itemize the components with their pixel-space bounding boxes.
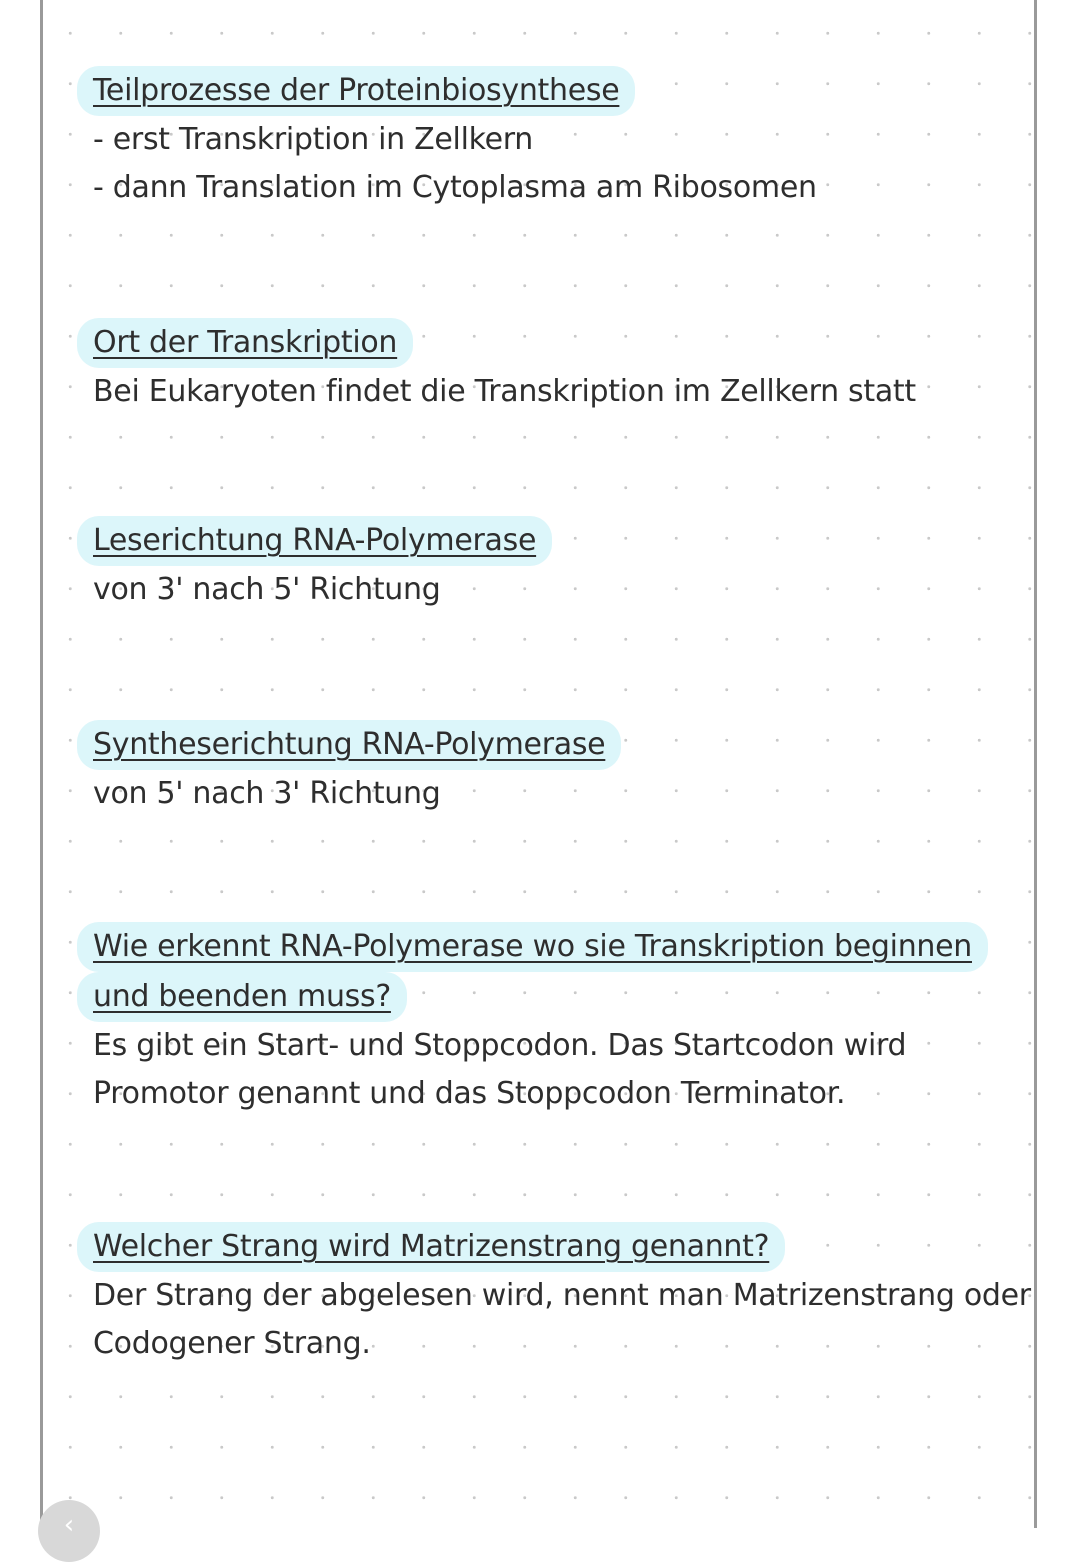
note-line: Es gibt ein Start- und Stoppcodon. Das Startcodon wird <box>93 1028 907 1063</box>
section-heading: Syntheserichtung RNA-Polymerase <box>77 720 621 770</box>
note-line: Bei Eukaryoten findet die Transkription im Zellkern statt <box>93 374 916 409</box>
note-line: von 3' nach 5' Richtung <box>93 572 441 607</box>
section-heading: Teilprozesse der Proteinbiosynthese <box>77 66 635 116</box>
note-line: Codogener Strang. <box>93 1326 371 1361</box>
section-heading-line: und beenden muss? <box>77 972 407 1022</box>
notebook-page <box>40 0 1037 1528</box>
section-heading: Welcher Strang wird Matrizenstrang genannt? <box>77 1222 785 1272</box>
note-line: Der Strang der abgelesen wird, nennt man Matrizenstrang oder <box>93 1278 1031 1313</box>
note-line: von 5' nach 3' Richtung <box>93 776 441 811</box>
section-ort-transkription <box>93 318 1014 416</box>
note-line: - dann Translation im Cytoplasma am Ribosomen <box>93 170 817 205</box>
note-line: Promotor genannt und das Stoppcodon Terminator. <box>93 1076 846 1111</box>
section-heading-line: Wie erkennt RNA-Polymerase wo sie Transkription beginnen <box>77 922 988 972</box>
section-heading: Ort der Transkription <box>77 318 413 368</box>
section-matrizenstrang <box>93 1222 1031 1368</box>
section-leserichtung <box>93 516 1014 614</box>
section-teilprozesse <box>93 66 1014 212</box>
section-heading: Leserichtung RNA-Polymerase <box>77 516 552 566</box>
chevron-left-icon[interactable]: ‹ <box>38 1500 100 1562</box>
section-syntheserichtung <box>93 720 1014 818</box>
section-rna-polymerase-erkennung <box>93 922 1014 1118</box>
note-line: - erst Transkription in Zellkern <box>93 122 533 157</box>
